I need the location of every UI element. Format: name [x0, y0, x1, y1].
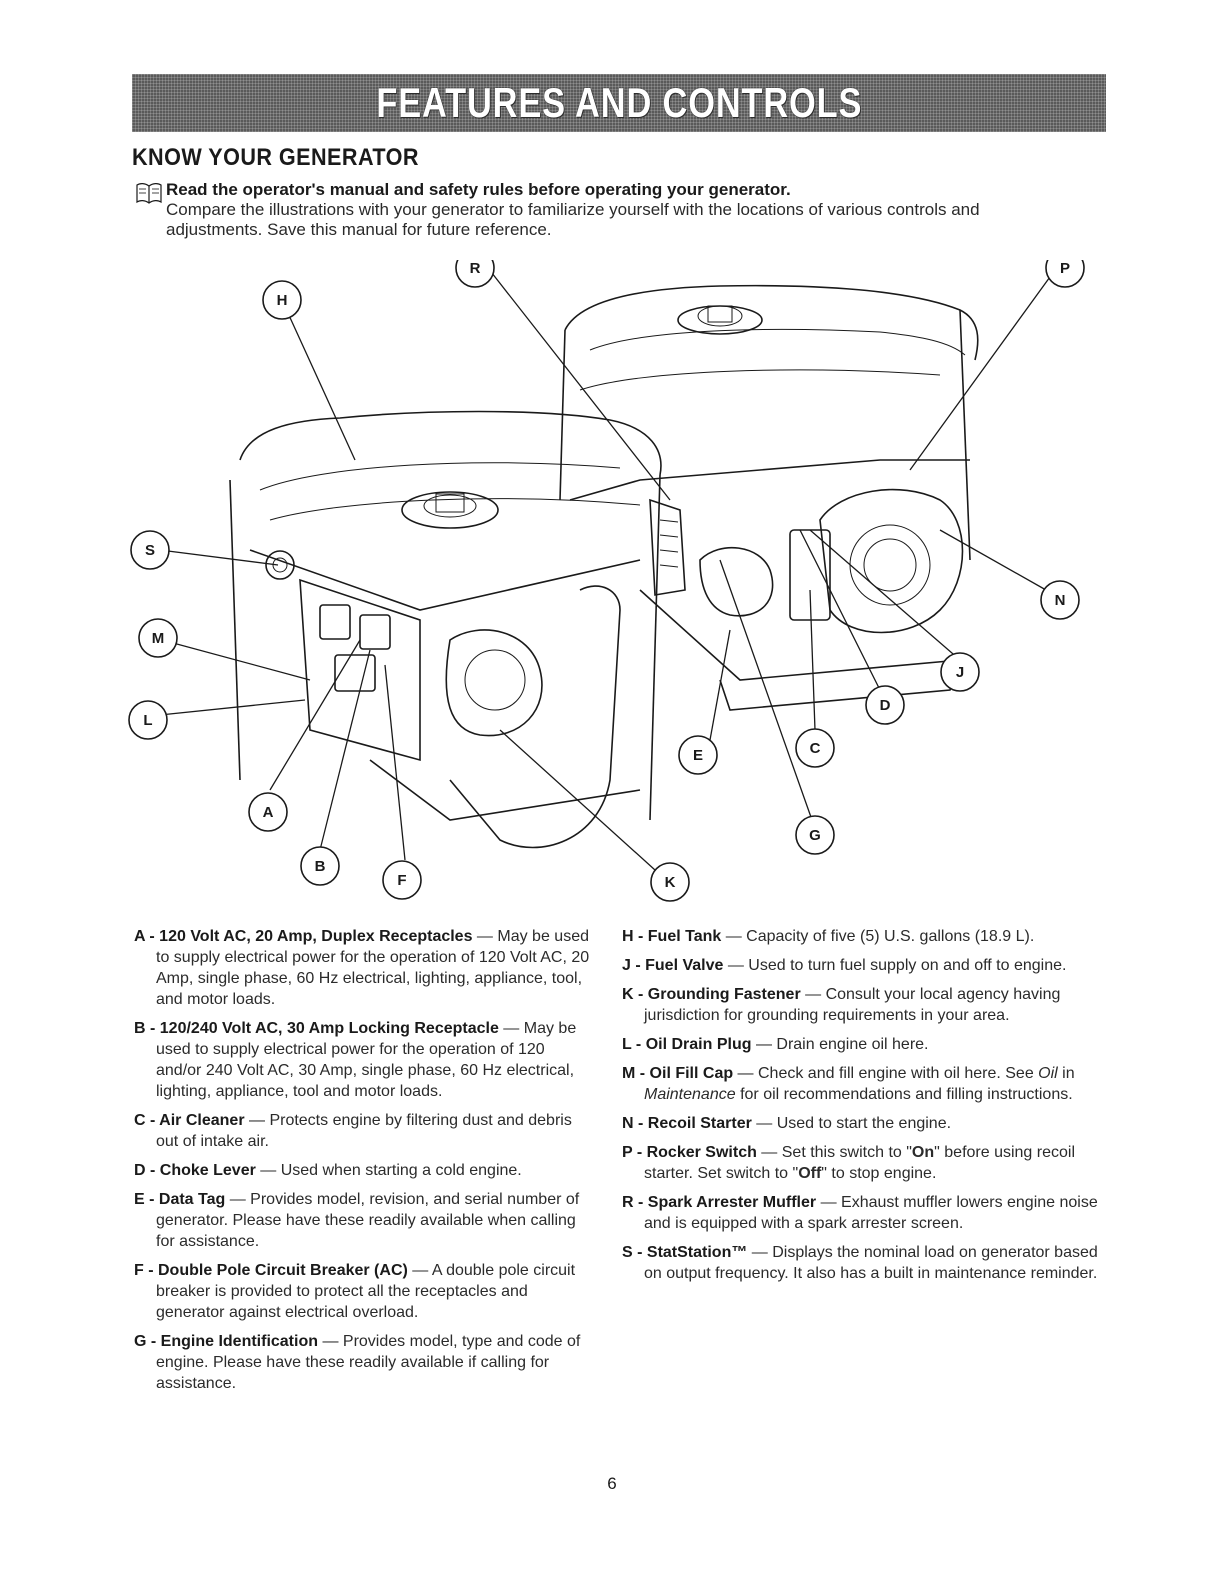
legend-item-m: M - Oil Fill Cap — Check and fill engine with oil here. See Oil in Maintenance for oil recommendations and filling instructions. [622, 1065, 1075, 1103]
callout-l [129, 701, 167, 739]
callout-label-c: C [809, 740, 821, 757]
legend-item-b: B - 120/240 Volt AC, 30 Amp Locking Receptacle — May be used to supply electrical power for the operation of 120 and/or 240 Volt AC, 30 Amp, single phase, 60 Hz electrical, lighting, appliance, tool and motor loads. [134, 1020, 577, 1100]
callout-p [1046, 260, 1084, 287]
callout-label-n: N [1054, 592, 1066, 609]
legend-item-g: G - Engine Identification — Provides model, type and code of engine. Please have these readily available if calling for assistance. [134, 1333, 581, 1392]
legend-item-c: C - Air Cleaner — Protects engine by filtering dust and debris out of intake air. [134, 1112, 572, 1150]
section-heading: KNOW YOUR GENERATOR [132, 144, 419, 171]
callout-label-h: H [276, 292, 288, 309]
legend-right-column [622, 926, 1102, 1292]
callout-k [651, 863, 689, 901]
intro-text [166, 180, 1066, 240]
legend-item-l: L - Oil Drain Plug — Drain engine oil here. [622, 1036, 929, 1053]
callout-label-g: G [809, 827, 821, 844]
intro-bold-line: Read the operator's manual and safety rules before operating your generator. [166, 180, 791, 199]
callout-label-f: F [397, 872, 407, 889]
callout-e [679, 736, 717, 774]
legend-item-h: H - Fuel Tank — Capacity of five (5) U.S. gallons (18.9 L). [622, 928, 1035, 945]
legend-item-d: D - Choke Lever — Used when starting a cold engine. [134, 1162, 522, 1179]
callout-f [383, 861, 421, 899]
callout-label-s: S [144, 542, 156, 559]
banner-title: FEATURES AND CONTROLS [376, 79, 862, 126]
callout-s [131, 531, 169, 569]
generator-illustration [120, 260, 1110, 910]
callout-label-b: B [314, 858, 326, 875]
callout-label-p: P [1059, 260, 1071, 277]
callout-n [1041, 581, 1079, 619]
callout-label-a: A [262, 804, 274, 821]
section-banner [132, 74, 1106, 132]
legend-left-column [134, 926, 594, 1402]
callout-label-e: E [692, 747, 704, 764]
callout-a [249, 793, 287, 831]
callout-label-k: K [664, 874, 676, 891]
callout-r [456, 260, 494, 287]
intro-body-line-2: adjustments. Save this manual for future reference. [166, 220, 552, 239]
callout-j [941, 653, 979, 691]
leader-lines [160, 268, 1055, 870]
intro-body-line-1: Compare the illustrations with your generator to familiarize yourself with the locations of various controls and [166, 200, 980, 219]
legend-item-e: E - Data Tag — Provides model, revision, and serial number of generator. Please have these readily available when calling for assistance. [134, 1191, 580, 1250]
callout-label-d: D [879, 697, 891, 714]
rear-generator-drawing [560, 286, 978, 710]
callout-label-r: R [469, 260, 481, 277]
open-book-icon [136, 182, 162, 204]
legend-item-p: P - Rocker Switch — Set this switch to "On" before using recoil starter. Set switch to "Off" to stop engine. [622, 1144, 1076, 1182]
legend-item-s: S - StatStation™ — Displays the nominal load on generator based on output frequency. It also has a built in maintenance reminder. [622, 1244, 1098, 1282]
legend-item-a: A - 120 Volt AC, 20 Amp, Duplex Receptacles — May be used to supply electrical power for the operation of 120 Volt AC, 20 Amp, single phase, 60 Hz electrical, lighting, appliance, tool, and motor loads. [134, 928, 590, 1008]
callout-label-l: L [143, 712, 153, 729]
callout-label-j: J [955, 664, 965, 681]
callout-g [796, 816, 834, 854]
callout-m [139, 619, 177, 657]
legend-item-j: J - Fuel Valve — Used to turn fuel supply on and off to engine. [622, 957, 1067, 974]
front-generator-drawing [230, 412, 661, 848]
page-number: 6 [607, 1474, 617, 1493]
legend-item-r: R - Spark Arrester Muffler — Exhaust muffler lowers engine noise and is equipped with a spark arrester screen. [622, 1194, 1098, 1232]
callout-d [866, 686, 904, 724]
callout-label-m: M [151, 630, 165, 647]
legend-item-k: K - Grounding Fastener — Consult your local agency having jurisdiction for grounding requirements in your area. [622, 986, 1061, 1024]
legend-item-f: F - Double Pole Circuit Breaker (AC) — A double pole circuit breaker is provided to protect all the receptacles and generator against electrical overload. [134, 1262, 576, 1321]
callout-b [301, 847, 339, 885]
callout-c [796, 729, 834, 767]
callout-h [263, 281, 301, 319]
legend-item-n: N - Recoil Starter — Used to start the engine. [622, 1115, 952, 1132]
